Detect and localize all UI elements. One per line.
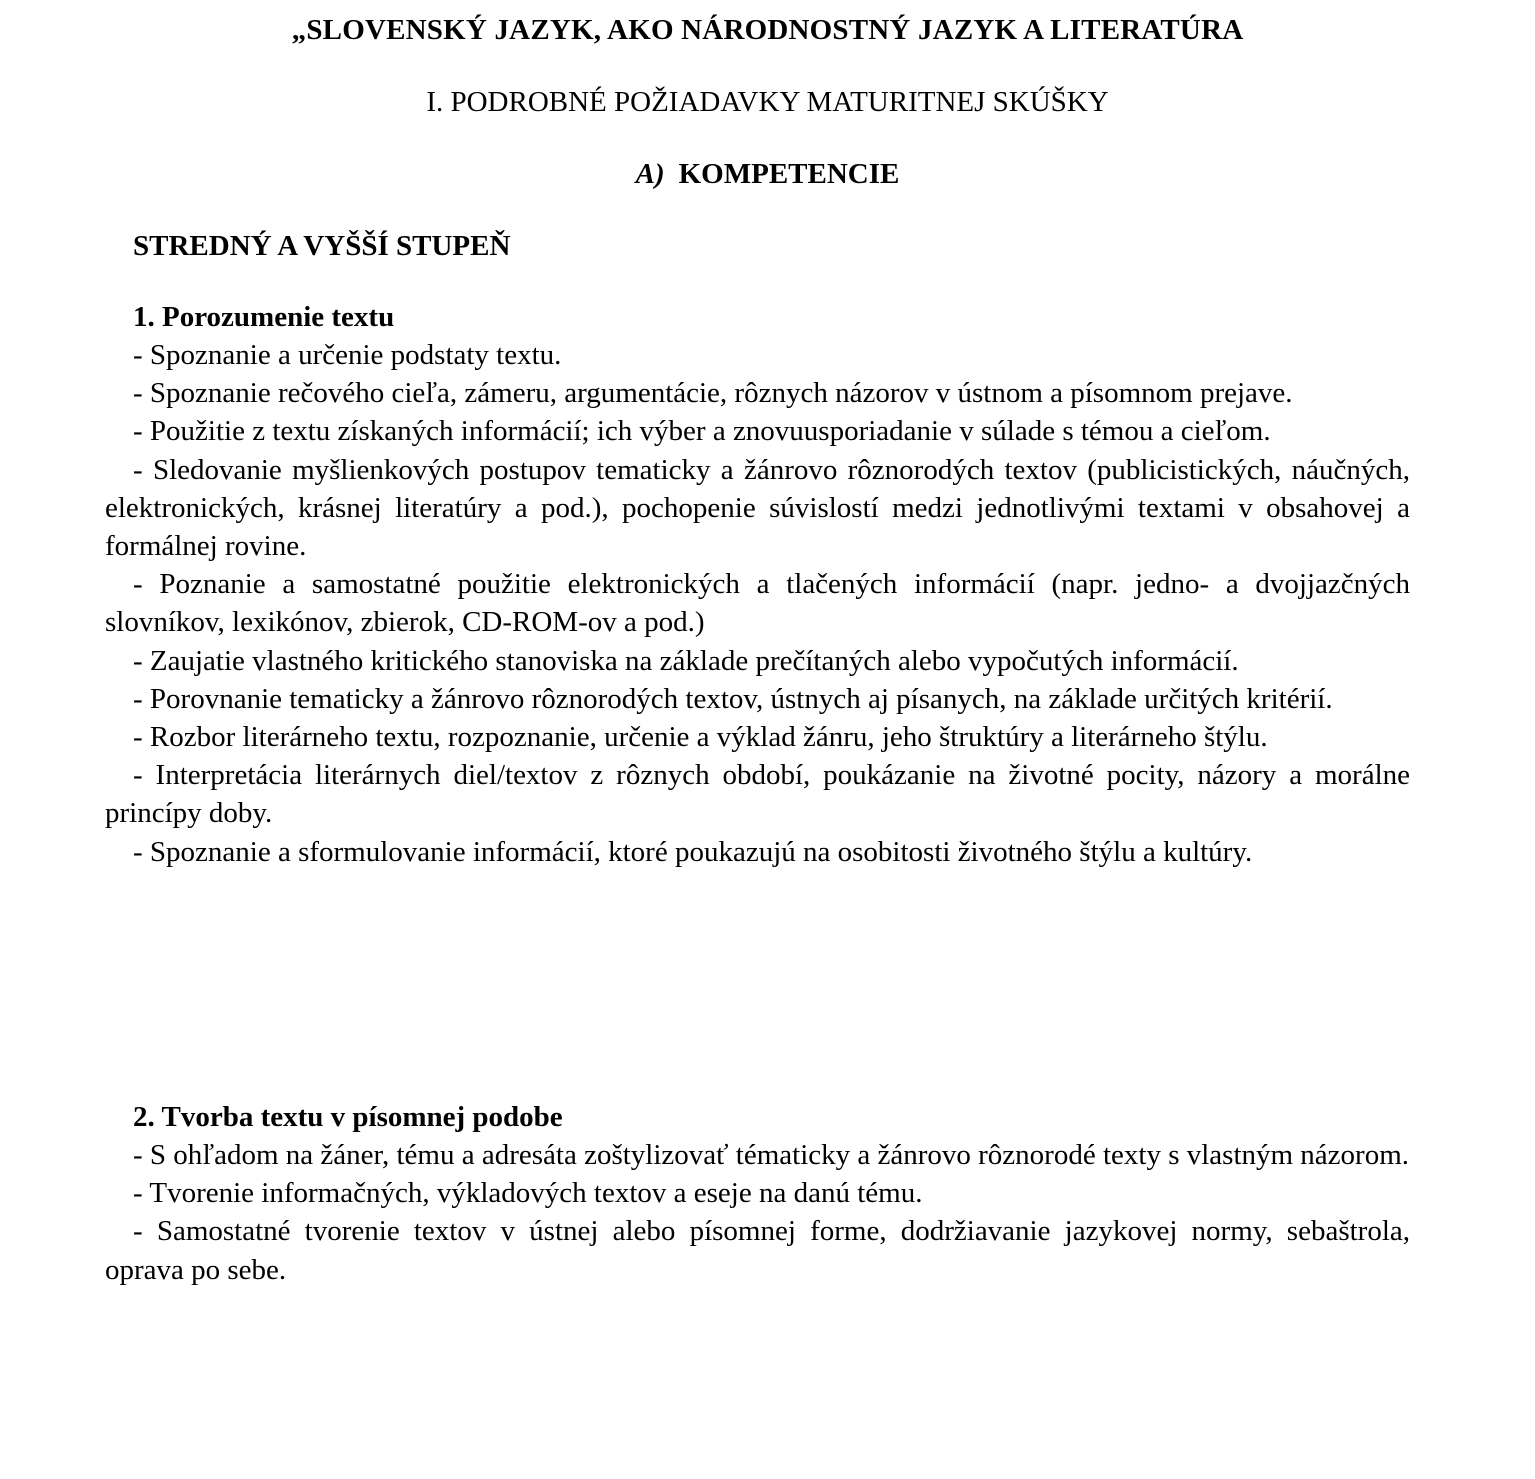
list-item: - Rozbor literárneho textu, rozpoznanie, určenie a výklad žánru, jeho štruktúry a literárneho štýlu. bbox=[133, 721, 1268, 754]
list-item: - Sledovanie myšlienkových postupov tematicky a žánrovo rôznorodých textov (publicistických, náučných, elektronických, krásnej literatúry a pod.), pochopenie súvislostí medzi jednotlivými textami v obsahovej a formálnej rovine. bbox=[105, 453, 1410, 563]
document-subtitle: I. PODROBNÉ POŽIADAVKY MATURITNEJ SKÚŠKY bbox=[426, 86, 1109, 118]
list-item: - Tvorenie informačných, výkladových textov a eseje na danú tému. bbox=[133, 1177, 923, 1210]
list-item: - Spoznanie a určenie podstaty textu. bbox=[133, 339, 562, 371]
list-item: - Použitie z textu získaných informácií; ich výber a znovuusporiadanie v súlade s témou a cieľom. bbox=[133, 415, 1271, 448]
list-item: - Zaujatie vlastného kritického stanoviska na základe prečítaných alebo vypočutých informácií. bbox=[133, 644, 1239, 677]
list-item: - Samostatné tvorenie textov v ústnej alebo písomnej forme, dodržiavanie jazykovej normy, sebaštrola, oprava po sebe. bbox=[105, 1215, 1410, 1286]
list-item: - Spoznanie a sformulovanie informácií, ktoré poukazujú na osobitosti životného štýlu a kultúry. bbox=[133, 835, 1253, 868]
list-item: - S ohľadom na žáner, tému a adresáta zoštylizovať tématicky a žánrovo rôznorodé texty s vlastným názorom. bbox=[133, 1139, 1410, 1171]
section-item-list bbox=[105, 336, 1410, 871]
list-item: - Porovnanie tematicky a žánrovo rôznorodých textov, ústnych aj písanych, na základe určitých kritérií. bbox=[133, 682, 1333, 715]
section-text-comprehension bbox=[105, 298, 1410, 871]
section-written-text-creation bbox=[105, 1098, 1410, 1289]
list-item: - Poznanie a samostatné použitie elektronických a tlačených informácií (napr. jedno- a dvojjazčných slovníkov, lexikónov, zbierok, CD-ROM-ov a pod.) bbox=[105, 568, 1410, 639]
list-item: - Spoznanie rečového cieľa, zámeru, argumentácie, rôznych názorov v ústnom a písomnom prejave. bbox=[133, 377, 1293, 410]
section-heading: 1. Porozumenie textu bbox=[133, 301, 395, 333]
list-item: - Interpretácia literárnych diel/textov z rôznych období, poukázanie na životné pocity, názory a morálne princípy doby. bbox=[105, 759, 1410, 830]
document-title: „SLOVENSKÝ JAZYK, AKO NÁRODNOSTNÝ JAZYK A LITERATÚRA bbox=[291, 14, 1244, 46]
section-heading: 2. Tvorba textu v písomnej podobe bbox=[133, 1101, 563, 1133]
level-heading: STREDNÝ A VYŠŠÍ STUPEŇ bbox=[133, 230, 511, 262]
section-item-list bbox=[105, 1136, 1410, 1289]
competence-label: KOMPETENCIE bbox=[678, 158, 900, 190]
competence-heading bbox=[0, 156, 1535, 192]
competence-letter: A) bbox=[635, 158, 665, 190]
